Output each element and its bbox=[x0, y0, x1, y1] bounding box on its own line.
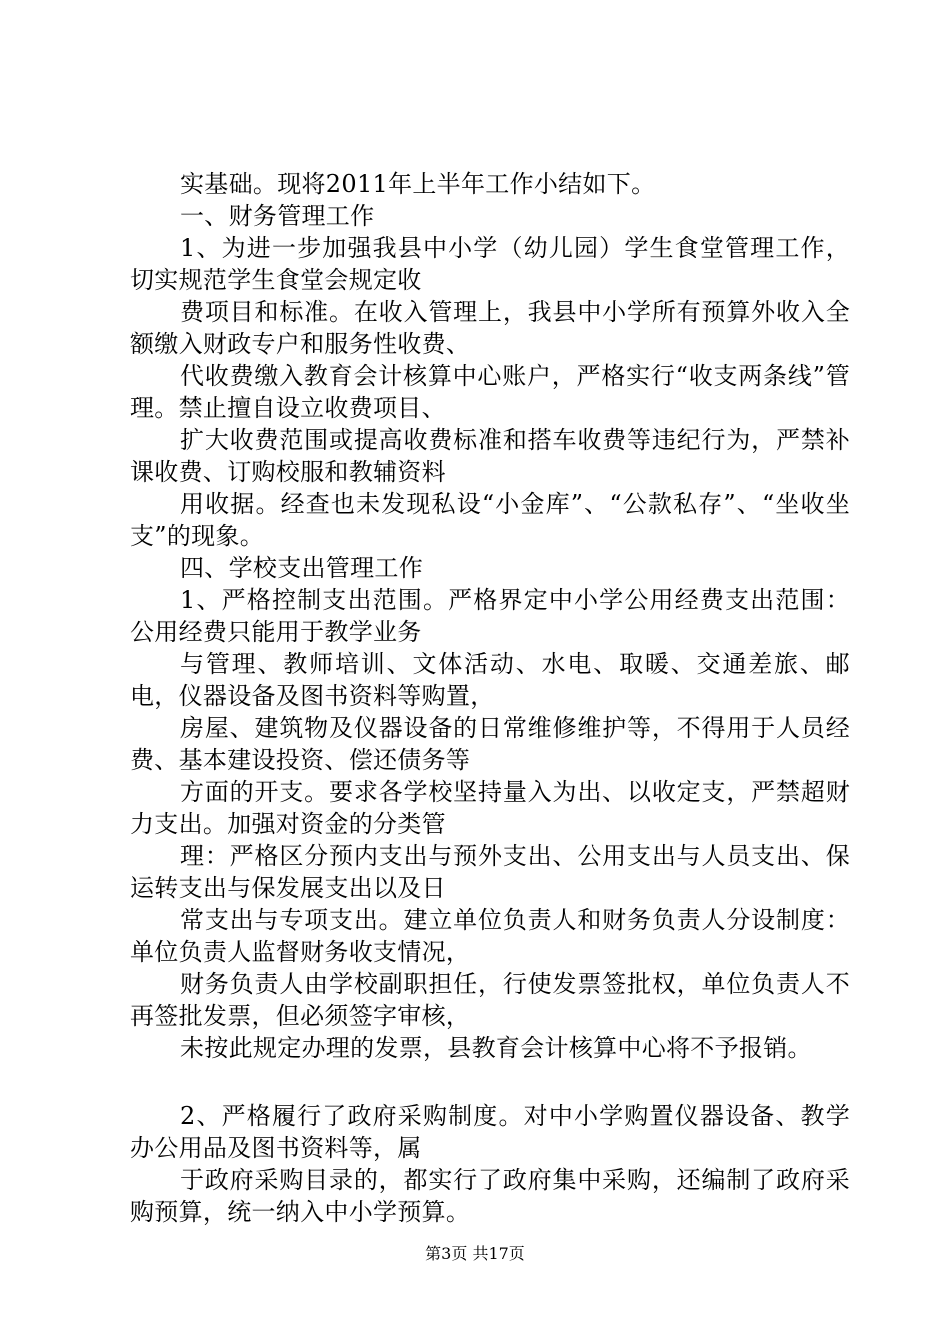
paragraph: 费项目和标准。在收入管理上，我县中小学所有预算外收入全额缴入财政专户和服务性收费、 bbox=[130, 298, 850, 358]
paragraph: 于政府采购目录的，都实行了政府集中采购，还编制了政府采购预算，统一纳入中小学预算。 bbox=[130, 1166, 850, 1226]
paragraph: 2、严格履行了政府采购制度。对中小学购置仪器设备、教学办公用品及图书资料等，属 bbox=[130, 1102, 850, 1162]
paragraph: 代收费缴入教育会计核算中心账户，严格实行“收支两条线”管理。禁止擅自设立收费项目、 bbox=[130, 362, 850, 422]
paragraph: 与管理、教师培训、文体活动、水电、取暖、交通差旅、邮电，仪器设备及图书资料等购置， bbox=[130, 650, 850, 710]
paragraph: 未按此规定办理的发票，县教育会计核算中心将不予报销。 bbox=[180, 1034, 812, 1062]
paragraph: 扩大收费范围或提高收费标准和搭车收费等违纪行为，严禁补课收费、订购校服和教辅资料 bbox=[130, 426, 850, 486]
paragraph: 财务负责人由学校副职担任，行使发票签批权，单位负责人不再签批发票，但必须签字审核， bbox=[130, 970, 850, 1030]
paragraph: 房屋、建筑物及仪器设备的日常维修维护等，不得用于人员经费、基本建设投资、偿还债务等 bbox=[130, 714, 850, 774]
paragraph: 1、严格控制支出范围。严格界定中小学公用经费支出范围：公用经费只能用于教学业务 bbox=[130, 586, 850, 646]
paragraph: 常支出与专项支出。建立单位负责人和财务负责人分设制度：单位负责人监督财务收支情况， bbox=[130, 906, 850, 966]
paragraph-gap bbox=[130, 1064, 850, 1100]
section-heading: 四、学校支出管理工作 bbox=[180, 554, 423, 582]
document-body bbox=[130, 168, 850, 1228]
paragraph: 用收据。经查也未发现私设“小金库”、“公款私存”、“坐收坐支”的现象。 bbox=[130, 490, 850, 550]
paragraph: 方面的开支。要求各学校坚持量入为出、以收定支，严禁超财力支出。加强对资金的分类管 bbox=[130, 778, 850, 838]
paragraph: 实基础。现将2011年上半年工作小结如下。 bbox=[180, 170, 656, 198]
page-number-footer: 第3页 共17页 bbox=[425, 1244, 525, 1263]
section-heading: 一、财务管理工作 bbox=[180, 202, 375, 230]
paragraph: 1、为进一步加强我县中小学（幼儿园）学生食堂管理工作，切实规范学生食堂会规定收 bbox=[130, 234, 850, 294]
paragraph: 理：严格区分预内支出与预外支出、公用支出与人员支出、保运转支出与保发展支出以及日 bbox=[130, 842, 850, 902]
